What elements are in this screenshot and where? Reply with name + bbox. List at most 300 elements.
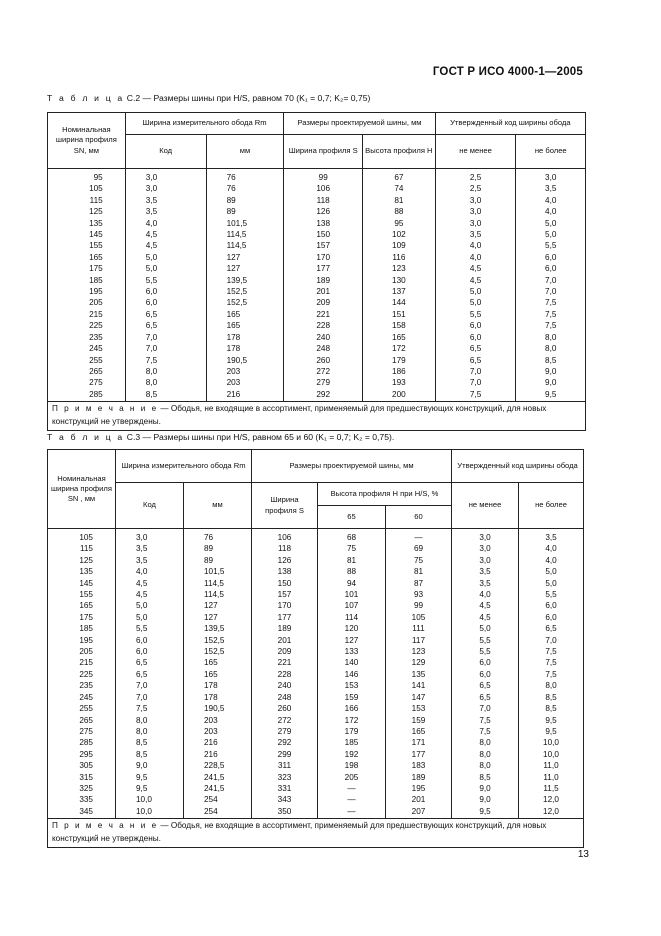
cell-mm: 101,5	[184, 566, 252, 577]
cell-code: 10,0	[116, 794, 184, 805]
cell-profile-width: 311	[252, 760, 318, 771]
cell-not-less: 6,0	[452, 669, 519, 680]
cell-profile-width: 272	[252, 715, 318, 726]
cell-not-more: 9,5	[519, 715, 584, 726]
table-row	[48, 332, 586, 343]
cell-nominal-width: 305	[48, 760, 116, 771]
table-row	[48, 377, 586, 388]
cell-height-60: 195	[386, 783, 452, 794]
cell-not-less: 5,0	[435, 297, 516, 308]
cell-not-more: 4,0	[519, 543, 584, 554]
header-h60: 60	[386, 506, 452, 529]
cell-mm: 203	[184, 715, 252, 726]
cell-height-60: 87	[386, 578, 452, 589]
cell-code: 7,0	[125, 332, 206, 343]
cell-profile-width: 221	[284, 309, 363, 320]
cell-not-more: 3,5	[516, 183, 586, 194]
cell-mm: 127	[206, 252, 284, 263]
table-row	[48, 355, 586, 366]
cell-not-more: 8,5	[519, 703, 584, 714]
table-c2-body	[48, 169, 586, 402]
cell-nominal-width: 125	[48, 206, 126, 217]
table-row	[48, 692, 584, 703]
cell-not-less: 5,0	[452, 623, 519, 634]
cell-profile-height: 200	[363, 389, 436, 402]
cell-profile-width: 240	[284, 332, 363, 343]
cell-profile-width: 343	[252, 794, 318, 805]
cell-not-more: 5,5	[516, 240, 586, 251]
cell-height-65: 101	[318, 589, 386, 600]
cell-height-60: 123	[386, 646, 452, 657]
cell-profile-height: 81	[363, 195, 436, 206]
cell-nominal-width: 165	[48, 600, 116, 611]
cell-not-less: 8,5	[452, 772, 519, 783]
table-row	[48, 680, 584, 691]
cell-profile-width: 221	[252, 657, 318, 668]
cell-nominal-width: 95	[48, 169, 126, 184]
table-row	[48, 183, 586, 194]
cell-not-more: 5,0	[516, 229, 586, 240]
cell-code: 8,5	[125, 389, 206, 402]
cell-code: 6,0	[125, 297, 206, 308]
cell-code: 3,5	[116, 555, 184, 566]
cell-code: 8,0	[116, 715, 184, 726]
cell-code: 6,5	[125, 309, 206, 320]
header-code: Код	[116, 483, 184, 529]
cell-height-60: 159	[386, 715, 452, 726]
cell-profile-height: 116	[363, 252, 436, 263]
cell-mm: 76	[206, 183, 284, 194]
cell-mm: 216	[206, 389, 284, 402]
cell-not-more: 11,0	[519, 760, 584, 771]
cell-mm: 139,5	[206, 275, 284, 286]
cell-profile-height: 144	[363, 297, 436, 308]
cell-mm: 241,5	[184, 772, 252, 783]
cell-profile-width: 138	[252, 566, 318, 577]
cell-height-60: 165	[386, 726, 452, 737]
cell-not-less: 4,5	[452, 600, 519, 611]
header-design-sizes: Размеры проектируемой шины, мм	[284, 113, 435, 135]
cell-not-more: 8,0	[516, 332, 586, 343]
cell-nominal-width: 145	[48, 229, 126, 240]
table-c3-caption	[47, 432, 394, 442]
cell-code: 4,5	[116, 578, 184, 589]
cell-nominal-width: 195	[48, 286, 126, 297]
cell-code: 6,0	[125, 286, 206, 297]
cell-nominal-width: 315	[48, 772, 116, 783]
cell-nominal-width: 295	[48, 749, 116, 760]
cell-mm: 152,5	[206, 286, 284, 297]
cell-code: 5,5	[116, 623, 184, 634]
cell-height-65: 172	[318, 715, 386, 726]
cell-profile-width: 126	[252, 555, 318, 566]
table-row	[48, 229, 586, 240]
cell-not-less: 6,0	[452, 657, 519, 668]
cell-height-65: 159	[318, 692, 386, 703]
cell-profile-height: 130	[363, 275, 436, 286]
table-row	[48, 320, 586, 331]
cell-profile-width: 260	[252, 703, 318, 714]
cell-code: 4,0	[116, 566, 184, 577]
cell-nominal-width: 235	[48, 332, 126, 343]
cell-mm: 190,5	[206, 355, 284, 366]
cell-nominal-width: 215	[48, 657, 116, 668]
cell-not-more: 5,0	[519, 566, 584, 577]
cell-nominal-width: 275	[48, 726, 116, 737]
cell-not-more: 9,5	[516, 389, 586, 402]
table-row	[48, 275, 586, 286]
cell-height-65: 114	[318, 612, 386, 623]
cell-nominal-width: 125	[48, 555, 116, 566]
cell-not-less: 3,5	[452, 566, 519, 577]
cell-code: 5,5	[125, 275, 206, 286]
cell-profile-width: 106	[284, 183, 363, 194]
note-text: — Ободья, не входящие в ассортимент, применяемый для предшествующих конструкций, для новых конструкций не утверждены.	[52, 821, 547, 843]
cell-mm: 216	[184, 749, 252, 760]
cell-height-65: 192	[318, 749, 386, 760]
cell-profile-width: 292	[284, 389, 363, 402]
table-row	[48, 612, 584, 623]
cell-height-60: 207	[386, 806, 452, 819]
cell-not-less: 5,0	[435, 286, 516, 297]
cell-nominal-width: 115	[48, 195, 126, 206]
note-label: П р и м е ч а н и е	[52, 404, 159, 414]
cell-not-more: 12,0	[519, 794, 584, 805]
cell-height-60: 129	[386, 657, 452, 668]
cell-profile-width: 201	[284, 286, 363, 297]
cell-not-more: 7,0	[516, 275, 586, 286]
cell-profile-height: 179	[363, 355, 436, 366]
cell-code: 7,5	[125, 355, 206, 366]
cell-code: 4,5	[125, 229, 206, 240]
cell-not-less: 3,0	[452, 543, 519, 554]
cell-code: 7,5	[116, 703, 184, 714]
cell-not-less: 6,0	[435, 332, 516, 343]
cell-nominal-width: 115	[48, 543, 116, 554]
cell-nominal-width: 185	[48, 623, 116, 634]
cell-not-less: 8,0	[452, 749, 519, 760]
cell-height-65: 185	[318, 737, 386, 748]
cell-height-60: 141	[386, 680, 452, 691]
cell-height-60: 201	[386, 794, 452, 805]
cell-profile-width: 240	[252, 680, 318, 691]
cell-not-more: 5,0	[519, 578, 584, 589]
cell-not-more: 9,0	[516, 366, 586, 377]
cell-code: 7,0	[125, 343, 206, 354]
cell-not-less: 3,0	[452, 555, 519, 566]
table-row	[48, 669, 584, 680]
cell-nominal-width: 195	[48, 635, 116, 646]
cell-profile-height: 172	[363, 343, 436, 354]
cell-mm: 165	[184, 669, 252, 680]
cell-mm: 89	[206, 195, 284, 206]
table-row	[48, 169, 586, 184]
cell-height-65: 94	[318, 578, 386, 589]
cell-not-more: 8,0	[519, 680, 584, 691]
header-not-less: не менее	[435, 135, 516, 169]
table-c3-body	[48, 529, 584, 819]
cell-height-60: 75	[386, 555, 452, 566]
cell-profile-height: 193	[363, 377, 436, 388]
cell-not-more: 4,0	[516, 206, 586, 217]
cell-code: 9,0	[116, 760, 184, 771]
cell-height-60: 81	[386, 566, 452, 577]
cell-not-less: 3,5	[435, 229, 516, 240]
cell-not-less: 3,0	[435, 218, 516, 229]
cell-mm: 89	[206, 206, 284, 217]
cell-not-more: 9,0	[516, 377, 586, 388]
cell-profile-width: 331	[252, 783, 318, 794]
table-row	[48, 623, 584, 634]
table-c3-caption-label: Т а б л и ц а	[47, 432, 125, 442]
cell-height-60: 171	[386, 737, 452, 748]
cell-height-65: 133	[318, 646, 386, 657]
table-row	[48, 749, 584, 760]
table-row	[48, 760, 584, 771]
cell-mm: 76	[206, 169, 284, 184]
cell-profile-width: 209	[252, 646, 318, 657]
cell-mm: 228,5	[184, 760, 252, 771]
cell-code: 3,5	[125, 206, 206, 217]
cell-profile-width: 99	[284, 169, 363, 184]
cell-nominal-width: 175	[48, 263, 126, 274]
cell-not-less: 7,0	[435, 377, 516, 388]
header-profile-height: Высота профиля H	[363, 135, 436, 169]
cell-not-less: 4,5	[435, 275, 516, 286]
cell-not-more: 11,5	[519, 783, 584, 794]
table-c2-caption-text: С.2 — Размеры шины при H/S, равном 70 (K₁ = 0,7; K₂= 0,75)	[126, 93, 371, 103]
cell-profile-width: 248	[252, 692, 318, 703]
cell-height-60: 183	[386, 760, 452, 771]
table-row	[48, 389, 586, 402]
cell-height-60: 105	[386, 612, 452, 623]
cell-profile-width: 150	[284, 229, 363, 240]
header-nominal-width: Номинальная ширина профиля SN , мм	[48, 450, 116, 529]
header-profile-width: Ширина профиля S	[252, 483, 318, 529]
cell-profile-height: 158	[363, 320, 436, 331]
cell-height-65: —	[318, 806, 386, 819]
table-row	[48, 297, 586, 308]
header-mm: мм	[184, 483, 252, 529]
cell-profile-width: 209	[284, 297, 363, 308]
cell-profile-width: 170	[252, 600, 318, 611]
table-row	[48, 366, 586, 377]
table-row	[48, 206, 586, 217]
cell-code: 7,0	[116, 692, 184, 703]
cell-profile-width: 177	[284, 263, 363, 274]
cell-height-60: 117	[386, 635, 452, 646]
cell-nominal-width: 225	[48, 320, 126, 331]
cell-not-more: 7,5	[519, 646, 584, 657]
cell-nominal-width: 135	[48, 218, 126, 229]
cell-height-60: 135	[386, 669, 452, 680]
table-c2-caption	[47, 93, 370, 103]
table-row	[48, 566, 584, 577]
cell-not-less: 7,0	[435, 366, 516, 377]
cell-not-less: 6,5	[435, 343, 516, 354]
cell-profile-width: 272	[284, 366, 363, 377]
cell-not-more: 3,5	[519, 529, 584, 544]
cell-not-more: 7,5	[519, 669, 584, 680]
cell-not-more: 8,5	[519, 692, 584, 703]
cell-height-65: 68	[318, 529, 386, 544]
header-not-more: не более	[516, 135, 586, 169]
cell-nominal-width: 285	[48, 737, 116, 748]
cell-height-60: 111	[386, 623, 452, 634]
cell-mm: 190,5	[184, 703, 252, 714]
cell-height-65: 127	[318, 635, 386, 646]
table-row	[48, 263, 586, 274]
table-row	[48, 252, 586, 263]
cell-not-less: 3,0	[435, 206, 516, 217]
cell-not-less: 2,5	[435, 169, 516, 184]
cell-height-60: 147	[386, 692, 452, 703]
cell-nominal-width: 275	[48, 377, 126, 388]
cell-height-65: 75	[318, 543, 386, 554]
cell-code: 8,0	[125, 366, 206, 377]
cell-nominal-width: 145	[48, 578, 116, 589]
cell-not-less: 3,0	[435, 195, 516, 206]
cell-profile-width: 118	[252, 543, 318, 554]
cell-height-65: 88	[318, 566, 386, 577]
table-row	[48, 726, 584, 737]
cell-mm: 178	[206, 343, 284, 354]
cell-not-more: 10,0	[519, 749, 584, 760]
cell-mm: 178	[184, 692, 252, 703]
cell-nominal-width: 165	[48, 252, 126, 263]
cell-not-more: 7,5	[516, 320, 586, 331]
cell-profile-width: 106	[252, 529, 318, 544]
cell-height-60: 189	[386, 772, 452, 783]
table-row	[48, 309, 586, 320]
cell-mm: 76	[184, 529, 252, 544]
cell-profile-width: 292	[252, 737, 318, 748]
cell-code: 9,5	[116, 783, 184, 794]
table-row	[48, 195, 586, 206]
cell-height-60: 69	[386, 543, 452, 554]
table-row	[48, 286, 586, 297]
cell-not-less: 4,0	[435, 240, 516, 251]
cell-profile-height: 186	[363, 366, 436, 377]
header-rim-width: Ширина измерительного обода Rm	[116, 450, 252, 483]
cell-height-65: 166	[318, 703, 386, 714]
cell-mm: 114,5	[184, 578, 252, 589]
cell-mm: 114,5	[206, 229, 284, 240]
cell-mm: 203	[206, 377, 284, 388]
cell-not-less: 9,0	[452, 783, 519, 794]
cell-code: 3,0	[125, 169, 206, 184]
cell-not-less: 6,5	[452, 680, 519, 691]
table-row	[48, 646, 584, 657]
cell-profile-width: 279	[284, 377, 363, 388]
cell-profile-height: 137	[363, 286, 436, 297]
table-row	[48, 806, 584, 819]
cell-profile-width: 350	[252, 806, 318, 819]
cell-not-more: 4,0	[519, 555, 584, 566]
table-c2-caption-label: Т а б л и ц а	[47, 93, 125, 103]
cell-mm: 152,5	[184, 635, 252, 646]
cell-not-more: 7,0	[519, 635, 584, 646]
cell-nominal-width: 255	[48, 703, 116, 714]
cell-nominal-width: 345	[48, 806, 116, 819]
cell-code: 8,5	[116, 749, 184, 760]
cell-mm: 139,5	[184, 623, 252, 634]
cell-mm: 241,5	[184, 783, 252, 794]
cell-not-more: 7,5	[519, 657, 584, 668]
cell-mm: 178	[206, 332, 284, 343]
header-profile-width: Ширина профиля S	[284, 135, 363, 169]
cell-not-less: 3,5	[452, 578, 519, 589]
cell-not-more: 11,0	[519, 772, 584, 783]
cell-not-less: 8,0	[452, 737, 519, 748]
cell-height-60: 177	[386, 749, 452, 760]
cell-code: 6,0	[116, 635, 184, 646]
cell-nominal-width: 175	[48, 612, 116, 623]
cell-not-more: 3,0	[516, 169, 586, 184]
table-c3-caption-text: С.3 — Размеры шины при H/S, равном 65 и 60 (K₁ = 0,7; K₂ = 0,75).	[126, 432, 395, 442]
cell-code: 8,0	[116, 726, 184, 737]
cell-nominal-width: 205	[48, 646, 116, 657]
cell-code: 8,5	[116, 737, 184, 748]
cell-mm: 203	[184, 726, 252, 737]
table-row	[48, 657, 584, 668]
cell-nominal-width: 245	[48, 692, 116, 703]
cell-not-more: 9,5	[519, 726, 584, 737]
header-h65: 65	[318, 506, 386, 529]
cell-code: 5,0	[116, 600, 184, 611]
cell-profile-height: 88	[363, 206, 436, 217]
cell-profile-width: 177	[252, 612, 318, 623]
cell-profile-width: 260	[284, 355, 363, 366]
cell-not-less: 2,5	[435, 183, 516, 194]
cell-profile-width: 189	[252, 623, 318, 634]
cell-not-less: 7,5	[435, 389, 516, 402]
cell-profile-width: 189	[284, 275, 363, 286]
cell-nominal-width: 265	[48, 715, 116, 726]
header-design-sizes: Размеры проектируемой шины, мм	[252, 450, 452, 483]
table-row	[48, 794, 584, 805]
cell-code: 3,5	[125, 195, 206, 206]
cell-not-more: 6,0	[516, 252, 586, 263]
cell-not-less: 3,0	[452, 529, 519, 544]
cell-not-less: 7,5	[452, 715, 519, 726]
table-c2-note	[48, 402, 586, 431]
cell-height-65: 140	[318, 657, 386, 668]
cell-profile-height: 74	[363, 183, 436, 194]
cell-profile-height: 67	[363, 169, 436, 184]
document-standard-header: ГОСТ Р ИСО 4000-1—2005	[432, 66, 583, 78]
cell-not-less: 4,0	[435, 252, 516, 263]
cell-not-less: 7,0	[452, 703, 519, 714]
cell-height-65: 146	[318, 669, 386, 680]
cell-profile-width: 170	[284, 252, 363, 263]
table-row	[48, 635, 584, 646]
cell-not-less: 5,5	[435, 309, 516, 320]
cell-not-more: 4,0	[516, 195, 586, 206]
table-c2	[47, 112, 586, 431]
cell-code: 6,0	[116, 646, 184, 657]
cell-not-less: 4,0	[452, 589, 519, 600]
cell-not-less: 9,5	[452, 806, 519, 819]
cell-not-more: 5,5	[519, 589, 584, 600]
cell-height-65: 81	[318, 555, 386, 566]
cell-nominal-width: 325	[48, 783, 116, 794]
cell-nominal-width: 225	[48, 669, 116, 680]
cell-nominal-width: 245	[48, 343, 126, 354]
cell-not-less: 6,5	[452, 692, 519, 703]
cell-nominal-width: 185	[48, 275, 126, 286]
header-approved-code: Утвержденный код ширины обода	[452, 450, 584, 483]
